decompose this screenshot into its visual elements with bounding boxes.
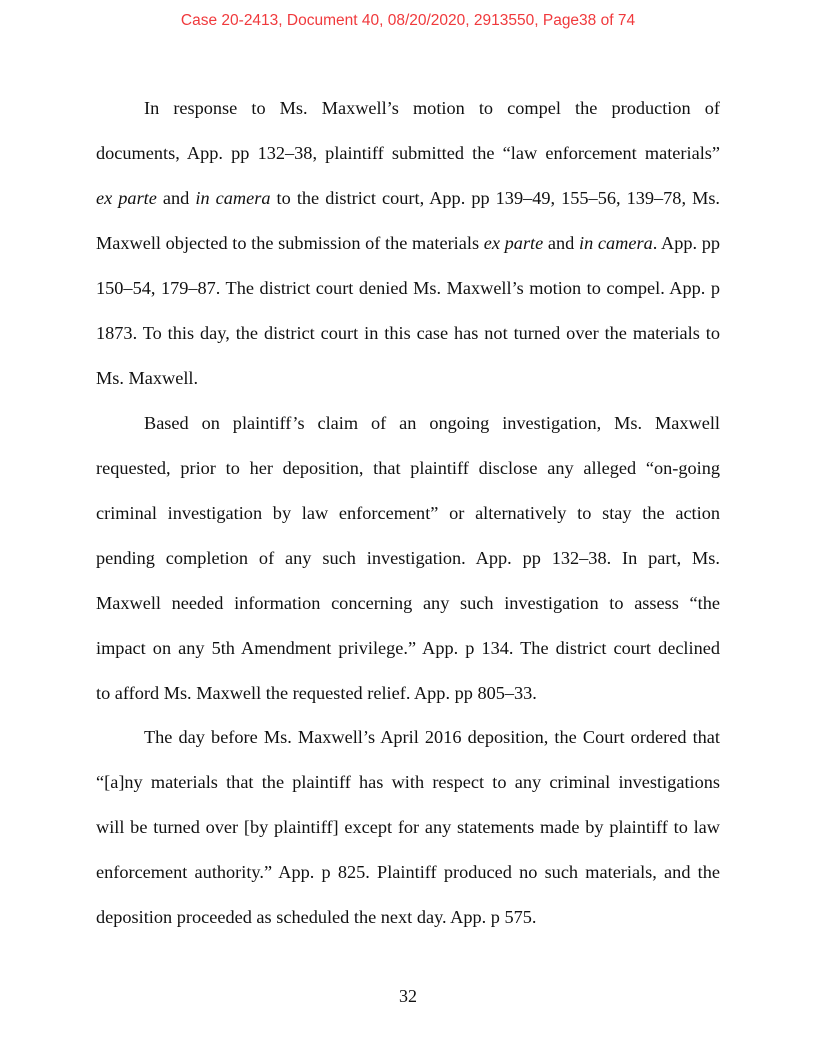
text-segment: and <box>156 188 196 208</box>
text-line <box>96 141 720 165</box>
text-segment: will be turned over [by plaintiff] except for any statements made by plaintiff to law <box>96 817 720 837</box>
text-line <box>144 96 720 120</box>
text-line <box>96 501 720 525</box>
text-line <box>144 725 720 749</box>
text-segment: and <box>543 233 580 253</box>
text-line <box>96 366 720 390</box>
text-line <box>96 276 720 300</box>
text-segment: Based on plaintiff’s claim of an ongoing investigation, Ms. Maxwell <box>144 413 720 433</box>
text-line <box>96 186 720 210</box>
text-segment: impact on any 5th Amendment privilege.” App. p 134. The district court declined <box>96 638 720 658</box>
italic-text: ex parte <box>96 188 157 208</box>
text-line <box>96 636 720 660</box>
text-line <box>96 231 720 255</box>
text-line <box>96 456 720 480</box>
text-segment: enforcement authority.” App. p 825. Plaintiff produced no such materials, and the <box>96 862 720 882</box>
text-line <box>96 860 720 884</box>
text-line <box>144 411 720 435</box>
text-segment: “[a]ny materials that the plaintiff has with respect to any criminal investigations <box>96 772 720 792</box>
text-segment: 150–54, 179–87. The district court denied Ms. Maxwell’s motion to compel. App. p <box>96 278 720 298</box>
italic-text: in camera <box>579 233 653 253</box>
text-segment: deposition proceeded as scheduled the next day. App. p 575. <box>96 907 537 927</box>
text-segment: requested, prior to her deposition, that plaintiff disclose any alleged “on-going <box>96 458 720 478</box>
text-segment: The day before Ms. Maxwell’s April 2016 deposition, the Court ordered that <box>144 727 720 747</box>
text-line <box>96 770 720 794</box>
text-line <box>96 546 720 570</box>
italic-text: ex parte <box>483 233 544 253</box>
page-number: 32 <box>399 986 417 1006</box>
text-line <box>96 591 720 615</box>
text-line <box>96 815 720 839</box>
text-segment: Maxwell needed information concerning any such investigation to assess “the <box>96 593 720 613</box>
text-segment: Maxwell objected to the submission of the materials <box>96 233 484 253</box>
text-segment: 1873. To this day, the district court in this case has not turned over the materials to <box>96 323 720 343</box>
text-segment: documents, App. pp 132–38, plaintiff submitted the “law enforcement materials” <box>96 143 720 163</box>
text-segment: pending completion of any such investigation. App. pp 132–38. In part, Ms. <box>96 548 720 568</box>
text-segment: . App. pp <box>652 233 720 253</box>
text-segment: to afford Ms. Maxwell the requested relief. App. pp 805–33. <box>96 683 537 703</box>
italic-text: in camera <box>195 188 271 208</box>
text-segment: Ms. Maxwell. <box>96 368 199 388</box>
text-line <box>96 905 720 929</box>
text-segment: In response to Ms. Maxwell’s motion to compel the production of <box>144 98 720 118</box>
text-segment: to the district court, App. pp 139–49, 155–56, 139–78, Ms. <box>270 188 720 208</box>
text-line <box>96 321 720 345</box>
text-segment: criminal investigation by law enforcement” or alternatively to stay the action <box>96 503 720 523</box>
text-line <box>96 681 720 705</box>
case-header: Case 20-2413, Document 40, 08/20/2020, 2913550, Page38 of 74 <box>180 12 636 29</box>
